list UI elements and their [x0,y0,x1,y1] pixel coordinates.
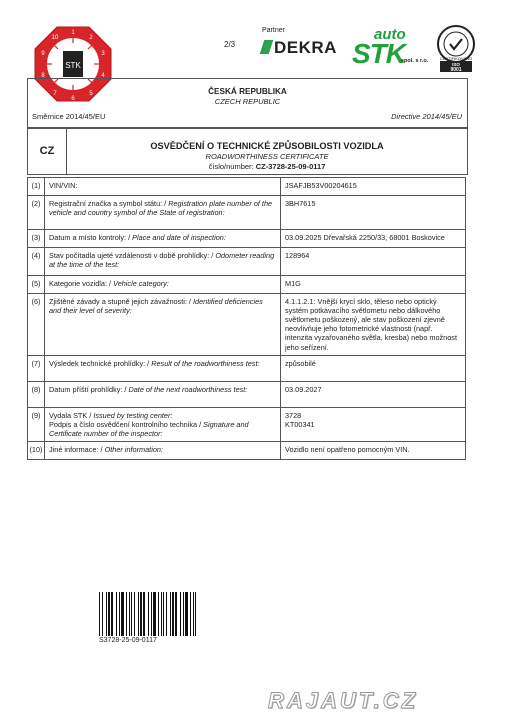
directive-en: Directive 2014/45/EU [391,112,462,121]
barcode-text: S3728-25-09-0117 [99,637,157,644]
label-en: Identified deficiencies and their level of severity: [49,297,263,316]
barcode-bar [131,592,132,636]
certificate-number-label: číslo/number: [208,162,256,171]
table-row [28,294,466,356]
barcode-bar [148,592,149,636]
table-row [28,230,466,248]
svg-text:9001: 9001 [450,67,462,72]
barcode-bar [170,592,171,636]
svg-text:STK: STK [65,61,81,70]
country-cs: ČESKÁ REPUBLIKA [208,87,287,96]
row-number: (10) [28,441,45,459]
dekra-logo [262,38,337,58]
barcode-bar [119,592,120,636]
label-en: Other information: [104,444,163,454]
dekra-mark-icon [260,40,274,54]
certificate-title-box [27,127,468,175]
certificate-table [27,177,466,460]
other-info-value: Vozidlo není opatřeno pomocným VIN. [281,441,466,459]
label-cs: Jiné informace: / [49,444,105,454]
certificate-number [67,162,467,171]
label-cs: VIN/VIN: [49,181,78,190]
barcode-bar [138,592,139,636]
barcode-bar [175,592,177,636]
label-cs-2: Podpis a číslo osvědčení kontrolního technika / [49,419,204,429]
inspection-date-place-value: 03.09.2025 Dřevařská 2250/33, 68001 Boskovice [281,230,466,248]
table-row [28,407,466,441]
row-label [45,407,281,441]
barcode-bar [106,592,107,636]
svg-text:9: 9 [41,51,45,57]
row-label [45,441,281,459]
odometer-value: 128964 [281,248,466,276]
svg-text:7: 7 [53,91,57,97]
label-cs: Kategorie vozidla: / [49,279,114,288]
certificate-title: OSVĚDČENÍ O TECHNICKÉ ZPŮSOBILOSTI VOZIDLA [150,141,384,151]
svg-text:1: 1 [71,30,75,36]
certificate-title-en: ROADWORTHINESS CERTIFICATE [205,152,329,161]
row-number: (7) [28,355,45,381]
row-number: (1) [28,178,45,196]
barcode-bar [193,592,194,636]
row-label [45,381,281,407]
table-row [28,178,466,196]
watermark: RAJAUT.CZ [268,688,419,713]
barcode-bar [151,592,152,636]
row-label [45,196,281,230]
barcode-bar [185,592,188,636]
barcode-bar [195,592,196,636]
row-label [45,276,281,294]
label-en: Issued by testing center: [93,410,173,420]
label-cs: Vydala STK / [49,410,94,420]
label-cs: Datum a místo kontroly: / [49,233,133,242]
barcode-bar [129,592,130,636]
label-en-2: Signature and Certificate number of the inspector: [49,419,249,438]
label-cs: Datum příští prohlídky: / [49,384,129,394]
barcode-bar [99,592,100,636]
row-number: (8) [28,381,45,407]
barcode-bar [163,592,164,636]
label-cs: Stav počítadla ujeté vzdálenosti v době prohlídky: / [49,251,216,260]
barcode [99,592,196,636]
directive-cs: Směrnice 2014/45/EU [32,112,106,121]
country-code: CZ [28,128,67,174]
barcode-bar [172,592,174,636]
barcode-bar [166,592,167,636]
barcode-bar [183,592,184,636]
label-en: Date of the next roadworthiness test: [128,384,248,394]
barcode-bar [111,592,113,636]
test-result-value: způsobilé [281,355,466,381]
deficiencies-value: 4.1.1.2.1: Vnější krycí sklo, těleso nebo optický systém potkávacího světlometu nebo dálkového světlometu poškozený, ale stav poškození zjevně neovlivňuje jeho fotometrické vlastnosti (např. intenzita vyzařovaného světla, kresba) nebo možnost jeho seřízení. [281,294,466,356]
testing-center-value: 3728 KT00341 [281,407,466,441]
label-cs: Zjištěné závady a stupně jejich závažnosti: / [49,297,193,306]
table-row [28,196,466,230]
vin-value: JSAFJB53V00204615 [281,178,466,196]
row-label [45,294,281,356]
svg-text:4: 4 [101,73,105,79]
country-en: CZECH REPUBLIC [214,97,281,106]
barcode-bar [121,592,124,636]
label-en: Place and date of inspection: [132,233,226,242]
registration-plate-value: 3BH7615 [281,196,466,230]
svg-text:10: 10 [51,35,59,41]
row-number: (6) [28,294,45,356]
label-en: Vehicle category: [113,279,169,288]
vehicle-category-value: M1G [281,276,466,294]
label-en: Result of the roadworthiness test: [151,358,260,368]
barcode-bar [190,592,191,636]
page-number: 2/3 [224,40,236,49]
svg-text:ISO: ISO [452,62,460,67]
row-label [45,355,281,381]
barcode-bar [153,592,156,636]
partner-label: Partner [262,27,285,34]
svg-text:3: 3 [101,51,105,57]
auto-word: auto [374,26,406,43]
svg-text:8: 8 [41,73,45,79]
row-label [45,230,281,248]
svg-text:6: 6 [71,96,75,102]
label-cs: Registrační značka a symbol státu: / [49,199,169,208]
barcode-bar [116,592,117,636]
table-row [28,381,466,407]
svg-text:5: 5 [89,91,93,97]
row-label [45,178,281,196]
label-en: Registration plate number of the vehicle and country symbol of the State of registration: [49,199,273,218]
stk-word: STK [352,38,405,69]
barcode-bar [134,592,135,636]
svg-text:2: 2 [89,35,93,41]
row-number: (2) [28,196,45,230]
stk-company: spol. s r.o. [401,58,429,64]
row-number: (9) [28,407,45,441]
row-number: (4) [28,248,45,276]
label-en: Odometer reading at the time of the test: [49,251,275,270]
svg-text:CERTIFIKOVÁNO: CERTIFIKOVÁNO [439,56,473,61]
barcode-bar [180,592,181,636]
barcode-bar [161,592,162,636]
row-label [45,248,281,276]
dekra-name: DEKRA [274,38,337,57]
barcode-bar [158,592,159,636]
label-cs: Výsledek technické prohlídky: / [49,358,152,368]
auto-stk-logo [352,26,429,69]
table-row [28,441,466,459]
barcode-bar [143,592,145,636]
row-number: (5) [28,276,45,294]
barcode-bar [140,592,142,636]
table-row [28,276,466,294]
iso-9001-badge [436,24,476,72]
barcode-bar [126,592,127,636]
barcode-bar [102,592,103,636]
row-number: (3) [28,230,45,248]
document-header [27,78,468,129]
barcode-bar [108,592,110,636]
certificate-number-value: CZ-3728-25-09-0117 [255,162,326,171]
table-row [28,355,466,381]
table-row [28,248,466,276]
next-test-date-value: 03.09.2027 [281,381,466,407]
